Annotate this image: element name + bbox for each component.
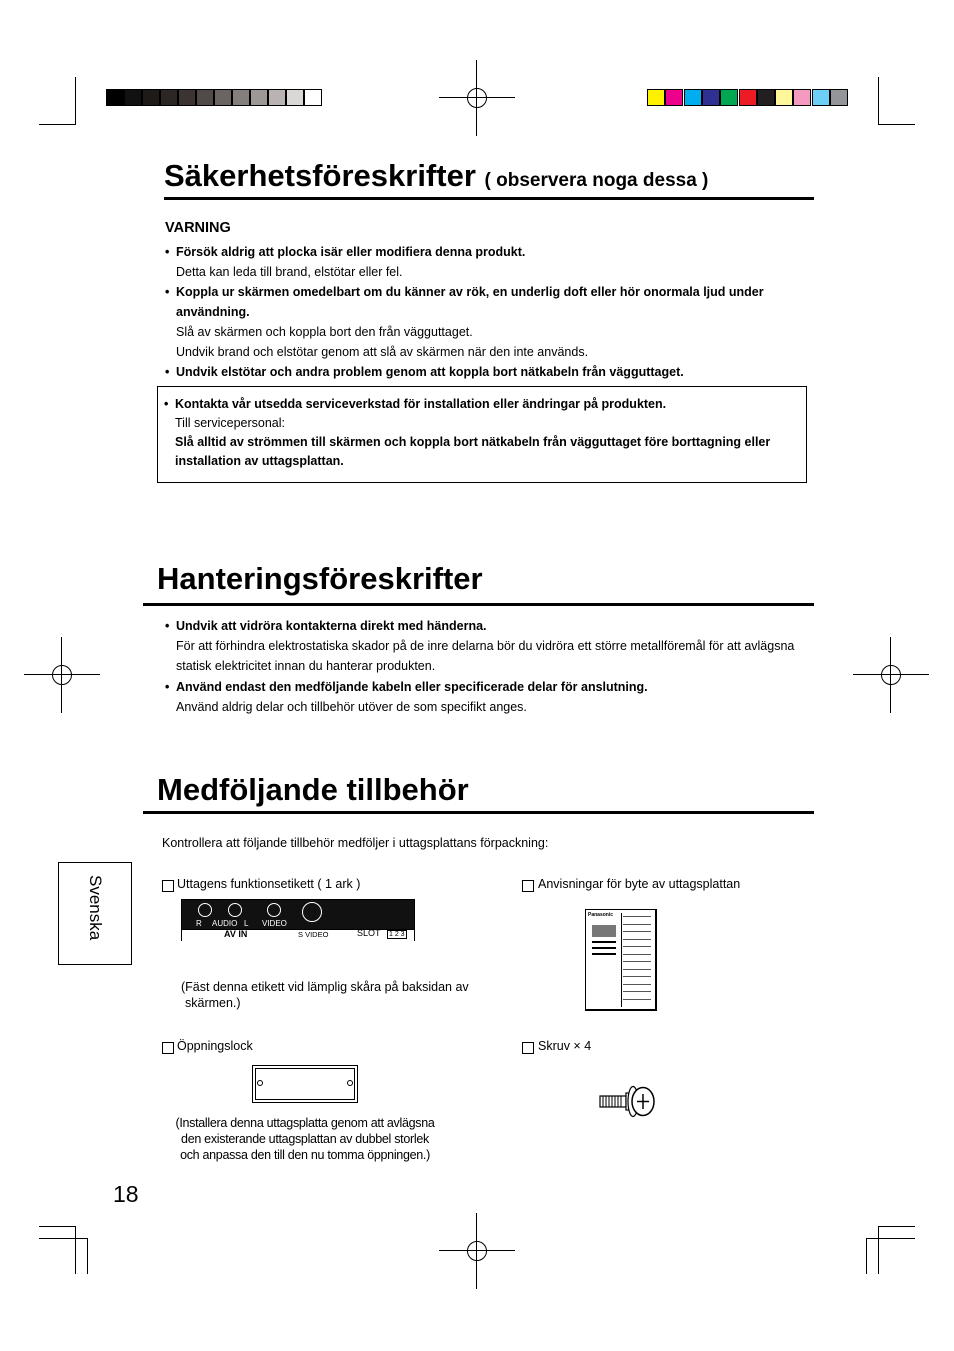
checkbox-icon [162, 1042, 174, 1054]
color-swatch [793, 89, 811, 106]
manual-text-line [623, 916, 651, 917]
manual-text-line [623, 924, 651, 925]
registration-mark [439, 1213, 515, 1289]
manual-text-line [623, 999, 651, 1000]
gray-swatch [232, 89, 250, 106]
checkbox-icon [522, 880, 534, 892]
accessory-label-sheet: Uttagens funktionsetikett ( 1 ark ) [177, 877, 361, 891]
gray-swatch [124, 89, 142, 106]
language-tab-label: Svenska [86, 875, 105, 941]
gray-swatch [268, 89, 286, 106]
crop-mark [878, 1226, 915, 1227]
gray-swatch [214, 89, 232, 106]
warning-heading: VARNING [165, 220, 231, 236]
service-box: • Kontakta vår utsedda serviceverkstad för installation eller ändringar på produkten. Till servicepersonal: Slå alltid av strömmen till skärmen och koppla bort nätkabeln från vägguttaget före borttagning eller installation av uttagsplattan. [157, 386, 807, 483]
color-swatch [739, 89, 757, 106]
color-swatch [702, 89, 720, 106]
manual-text-line [623, 969, 651, 970]
registration-mark [24, 637, 100, 713]
title-rule [143, 603, 814, 606]
crop-mark [866, 1238, 867, 1274]
list-item: • Använd endast den medföljande kabeln eller specificerade delar för anslutning. Använd aldrig delar och tillbehör utöver de som specifikt anges. [165, 680, 648, 714]
accessory-manual: Anvisningar för byte av uttagsplattan [538, 877, 741, 891]
gray-swatch [286, 89, 304, 106]
color-swatch [775, 89, 793, 106]
screw-hole-icon [347, 1080, 353, 1086]
manual-text-line [623, 954, 651, 955]
label-note: (Fäst denna etikett vid lämplig skåra på baksidan av skärmen.) [181, 980, 469, 1010]
safety-title: Säkerhetsföreskrifter ( observera noga dessa ) [164, 158, 709, 193]
gray-swatch [196, 89, 214, 106]
function-label-sticker: R AUDIO L VIDEO AV IN S VIDEO SLOT 1 2 3 [181, 899, 415, 941]
color-swatch [757, 89, 775, 106]
color-swatch [720, 89, 738, 106]
title-rule [143, 811, 814, 814]
accessory-cover: Öppningslock [177, 1039, 253, 1053]
color-swatch [647, 89, 665, 106]
gray-swatch [250, 89, 268, 106]
crop-mark [75, 1226, 76, 1274]
registration-mark [853, 637, 929, 713]
checkbox-icon [522, 1042, 534, 1054]
manual-text-line [623, 984, 651, 985]
screw-hole-icon [257, 1080, 263, 1086]
handling-title: Hanteringsföreskrifter [157, 561, 483, 596]
language-tab [58, 862, 132, 965]
gray-swatch [106, 89, 124, 106]
title-rule [164, 197, 814, 200]
opening-cover-plate [252, 1065, 358, 1103]
manual-text-line [623, 991, 651, 992]
gray-swatch [142, 89, 160, 106]
crop-mark [87, 1238, 88, 1274]
accessory-screw: Skruv × 4 [538, 1039, 592, 1053]
rca-jack-icon [198, 903, 212, 917]
crop-mark [866, 1238, 915, 1239]
color-swatch [812, 89, 830, 106]
manual-booklet: Panasonic [585, 909, 657, 1011]
accessories-title: Medföljande tillbehör [157, 772, 469, 807]
crop-mark [878, 124, 915, 125]
rca-jack-icon [228, 903, 242, 917]
list-item: • Undvik att vidröra kontakterna direkt med händerna. För att förhindra elektrostatiska skador på de inre delarna bör du vidröra ett större metallföremål för att avlägsna statisk elektricitet innan du hanterar produkten. [165, 619, 795, 673]
crop-mark [39, 1238, 88, 1239]
gray-swatch [178, 89, 196, 106]
crop-mark [75, 77, 76, 125]
manual-text-line [623, 939, 651, 940]
crop-mark [39, 124, 76, 125]
cover-note: (Installera denna uttagsplatta genom att avlägsna den existerande uttagsplattan av dubbel storlek och anpassa den till den nu tomma öppningen.) [175, 1116, 435, 1162]
crop-mark [39, 1226, 76, 1227]
registration-mark [439, 60, 515, 136]
crop-mark [878, 1226, 879, 1274]
color-swatch [684, 89, 702, 106]
rca-jack-icon [267, 903, 281, 917]
checkbox-icon [162, 880, 174, 892]
gray-swatch [160, 89, 178, 106]
gray-swatch [304, 89, 322, 106]
safety-subtitle: ( observera noga dessa ) [484, 170, 709, 191]
manual-text-line [623, 946, 651, 947]
crop-mark [878, 77, 879, 125]
accessories-intro: Kontrollera att följande tillbehör medföljer i uttagsplattans förpackning: [162, 836, 549, 850]
list-item: • Undvik elstötar och andra problem genom att koppla bort nätkabeln från vägguttaget. [165, 365, 684, 379]
color-swatch [830, 89, 848, 106]
list-item: • Försök aldrig att plocka isär eller modifiera denna produkt. Detta kan leda till brand, elstötar eller fel. [165, 245, 526, 279]
color-swatch [665, 89, 683, 106]
list-item: • Koppla ur skärmen omedelbart om du känner av rök, en underlig doft eller hör onormala ljud under användning. Slå av skärmen och koppla bort den från vägguttaget. Undvik brand och elstötar genom att slå av skärmen när den inte används. [165, 285, 764, 359]
manual-text-line [623, 976, 651, 977]
s-video-jack-icon [302, 902, 322, 922]
manual-text-line [623, 961, 651, 962]
page-number: 18 [113, 1181, 139, 1207]
manual-text-line [623, 931, 651, 932]
screw-icon [597, 1085, 657, 1119]
